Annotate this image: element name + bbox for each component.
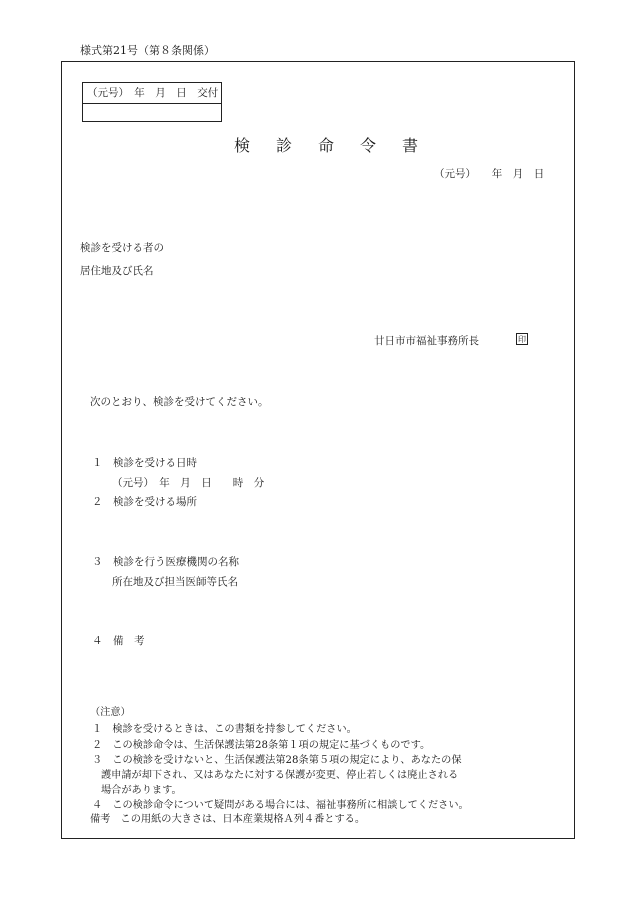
form-number: 様式第21号（第８条関係） [80,44,215,57]
issue-date-box [82,82,222,122]
item-3-sub: 所在地及び担当医師等氏名 [112,576,238,588]
item-4: ４ 備 考 [92,635,145,647]
intro-text: 次のとおり、検診を受けてください。 [90,396,269,408]
notes-heading: （注意） [90,707,131,718]
document-date: （元号） 年 月 日 [434,168,545,180]
note-3-line-3: 場合があります。 [101,785,182,796]
note-3-line-2: 護申請が却下され、又はあなたに対する保護が変更、停止若しくは廃止される [101,770,459,781]
issue-date-label: （元号） 年 月 日 交付 [83,83,221,104]
item-3: ３ 検診を行う医療機関の名称 [92,556,239,568]
item-1-sub: （元号） 年 月 日 時 分 [112,477,265,489]
note-1: １ 検診を受けるときは、この書類を持参してください。 [92,724,357,735]
note-2: ２ この検診命令は、生活保護法第28条第１項の規定に基づくものです。 [92,740,431,751]
recipient-label-1: 検診を受ける者の [80,242,164,254]
item-2: ２ 検診を受ける場所 [92,496,197,508]
document-title: 検診命令書 [234,136,445,155]
seal-mark: 印 [518,335,526,344]
recipient-label-2: 居住地及び氏名 [80,265,154,277]
note-3-line-1: ３ この検診を受けないと、生活保護法第28条第５項の規定により、あなたの保 [92,755,462,766]
remark: 備考 この用紙の大きさは、日本産業規格Ａ列４番とする。 [90,814,366,825]
issuer-name: 廿日市市福祉事務所長 [374,335,479,347]
item-1: １ 検診を受ける日時 [92,457,197,469]
note-4: ４ この検診命令について疑問がある場合には、福祉事務所に相談してください。 [92,800,469,811]
